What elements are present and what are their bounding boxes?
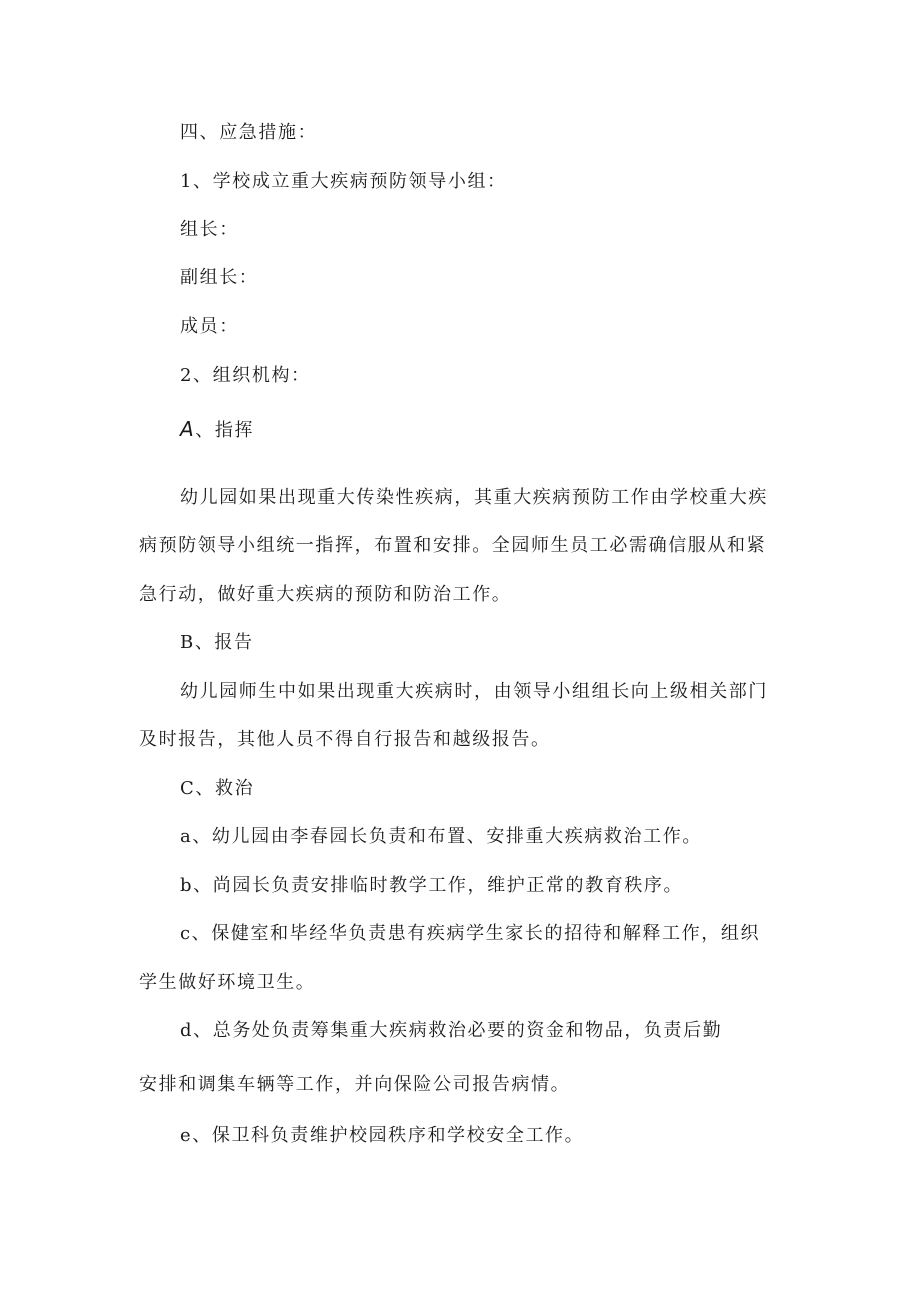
section-a-paragraph-line: 幼儿园如果出现重大传染性疾病，其重大疾病预防工作由学校重大疾 [180,487,768,508]
section-a-letter: A [180,417,196,441]
item-2: 2、组织机构： [180,365,311,386]
members-label: 成员： [180,316,239,337]
section-c-item-b: b、尚园长负责安排临时教学工作，维护正常的教育秩序。 [180,875,684,896]
deputy-leader-label: 副组长： [180,267,259,288]
section-c-item-a: a、幼儿园由李春园长负责和布置、安排重大疾病救治工作。 [180,826,702,847]
section-c-item-e: e、保卫科负责维护校园秩序和学校安全工作。 [180,1125,585,1146]
leader-label: 组长： [180,219,239,240]
section-c-item-c: c、保健室和毕经华负责患有疾病学生家长的招待和解释工作，组织 [180,923,761,944]
item-1: 1、学校成立重大疾病预防领导小组： [180,171,507,192]
section-c-item-d: d、总务处负责筹集重大疾病救治必要的资金和物品，负责后勤 [180,1020,723,1041]
section-b-paragraph-line: 幼儿园师生中如果出现重大疾病时，由领导小组组长向上级相关部门 [180,681,768,702]
section-heading: 四、应急措施： [180,122,318,143]
section-b-heading: B、报告 [180,632,254,653]
section-a-paragraph-line: 急行动，做好重大疾病的预防和防治工作。 [139,584,512,605]
section-a-heading [180,417,254,443]
section-c-item-d-continued: 安排和调集车辆等工作，并向保险公司报告病情。 [139,1074,571,1095]
section-c-heading: C、救治 [180,778,255,799]
section-a-paragraph-line: 病预防领导小组统一指挥，布置和安排。全园师生员工必需确信服从和紧 [139,535,767,556]
section-c-item-c-continued: 学生做好环境卫生。 [139,972,316,993]
section-a-title: 、指挥 [195,420,255,441]
section-b-paragraph-line: 及时报告，其他人员不得自行报告和越级报告。 [139,729,551,750]
